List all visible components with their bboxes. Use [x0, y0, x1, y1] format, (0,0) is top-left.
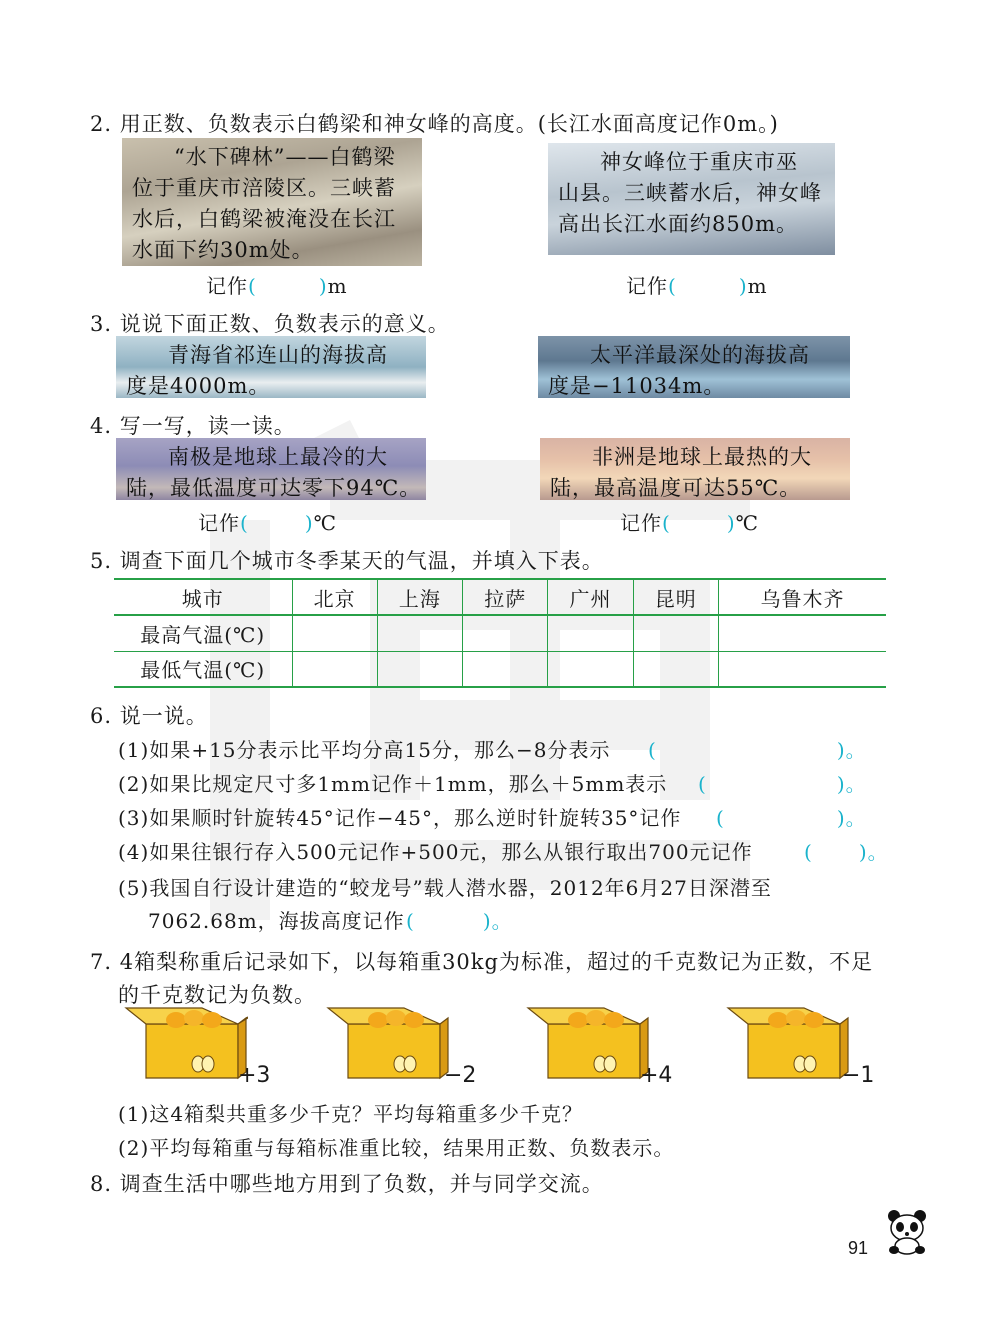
q6-item-5-line2 — [148, 905, 405, 934]
close-paren: )。 — [858, 840, 889, 864]
box-weight-3: +4 — [640, 1063, 673, 1088]
card-line: 神女峰位于重庆市巫 — [600, 150, 798, 174]
q6-item-2 — [118, 768, 667, 797]
table-header-cell: 上海 — [377, 579, 462, 615]
card-line: 水后，白鹤梁被淹没在长江 — [132, 207, 396, 231]
close-paren: )。 — [836, 806, 867, 830]
temperature-table — [114, 578, 886, 688]
item-text: 7062.68m，海拔高度记作 — [148, 909, 405, 933]
item-text: (4)如果往银行存入500元记作+500元，那么从银行取出700元记作 — [118, 840, 753, 864]
answer-blank-baiheliang[interactable] — [206, 270, 348, 299]
answer-blank-africa[interactable] — [620, 507, 759, 536]
question-6-title: 6. 说一说。 — [90, 704, 208, 728]
table-cell[interactable] — [377, 615, 462, 651]
close-paren: )。 — [836, 738, 867, 762]
card-line: 度是4000m。 — [126, 374, 271, 398]
unit: m — [327, 274, 348, 298]
table-row — [114, 651, 886, 687]
open-paren: ( — [248, 274, 257, 298]
card-line: 山县。三峡蓄水后，神女峰 — [558, 181, 822, 205]
item-text: (2)如果比规定尺寸多1mm记作＋1mm，那么＋5mm表示 — [118, 772, 668, 796]
box-weight-2: −2 — [444, 1063, 477, 1088]
card-antarctica — [116, 438, 426, 500]
open-paren: ( — [648, 738, 657, 762]
card-africa — [540, 438, 850, 500]
q7-sub-1: (1)这4箱梨共重多少千克？平均每箱重多少千克？ — [118, 1102, 584, 1126]
question-7-title-line1: 7. 4箱梨称重后记录如下，以每箱重30kg为标准，超过的千克数记为正数，不足 — [90, 950, 873, 974]
card-shennvfeng — [548, 143, 835, 255]
q6-answer-4[interactable] — [804, 836, 889, 865]
table-cell[interactable] — [292, 651, 377, 687]
question-5-title: 5. 调查下面几个城市冬季某天的气温，并填入下表。 — [90, 549, 604, 573]
card-pacific — [538, 336, 850, 398]
question-2-title: 2. 用正数、负数表示白鹤梁和神女峰的高度。(长江水面高度记作0m。) — [90, 112, 779, 136]
open-paren: ( — [698, 772, 707, 796]
close-paren: ) — [318, 274, 328, 298]
close-paren: )。 — [836, 772, 867, 796]
q6-item-5 — [118, 872, 772, 901]
box-weight-4: −1 — [842, 1063, 875, 1088]
card-line: 非洲是地球上最热的大 — [592, 445, 812, 469]
card-line: 位于重庆市涪陵区。三峡蓄 — [132, 176, 396, 200]
question-3-title: 3. 说说下面正数、负数表示的意义。 — [90, 312, 450, 336]
pear-box-icon — [320, 1000, 450, 1080]
open-paren: ( — [662, 511, 671, 535]
panda-icon — [882, 1206, 932, 1256]
fill-label: 记作 — [626, 274, 668, 298]
close-paren: )。 — [482, 909, 513, 933]
pear-box-icon — [118, 1000, 248, 1080]
answer-blank-shennvfeng[interactable] — [626, 270, 768, 299]
card-line: 陆，最低温度可达零下94℃。 — [126, 476, 422, 500]
close-paren: ) — [304, 511, 314, 535]
unit: m — [747, 274, 768, 298]
close-paren: ) — [738, 274, 748, 298]
question-8-title: 8. 调查生活中哪些地方用到了负数，并与同学交流。 — [90, 1172, 604, 1196]
page-number: 91 — [848, 1238, 869, 1258]
table-cell[interactable] — [548, 615, 633, 651]
open-paren: ( — [668, 274, 677, 298]
card-line: 青海省祁连山的海拔高 — [168, 343, 388, 367]
table-cell[interactable] — [292, 615, 377, 651]
card-qilianshan — [116, 336, 426, 398]
q7-sub-2: (2)平均每箱重与每箱标准重比较，结果用正数、负数表示。 — [118, 1136, 675, 1160]
open-paren: ( — [240, 511, 249, 535]
unit: ℃ — [735, 511, 759, 535]
row-label: 最高气温(℃) — [114, 615, 292, 651]
q6-answer-1[interactable] — [648, 734, 867, 763]
q6-answer-5[interactable] — [406, 905, 513, 934]
card-line: 度是−11034m。 — [548, 374, 726, 398]
item-text: (3)如果顺时针旋转45°记作−45°，那么逆时针旋转35°记作 — [118, 806, 682, 830]
unit: ℃ — [313, 511, 337, 535]
table-cell[interactable] — [377, 651, 462, 687]
table-cell[interactable] — [463, 615, 548, 651]
card-line: 高出长江水面约850m。 — [558, 212, 798, 236]
card-line: 南极是地球上最冷的大 — [168, 445, 388, 469]
q6-answer-3[interactable] — [716, 802, 867, 831]
table-cell[interactable] — [633, 615, 718, 651]
open-paren: ( — [804, 840, 813, 864]
card-line: 陆，最高温度可达55℃。 — [550, 476, 802, 500]
card-line: “水下碑林”——白鹤梁 — [174, 145, 396, 169]
q6-item-1 — [118, 734, 610, 763]
table-header-cell: 乌鲁木齐 — [718, 579, 886, 615]
table-row — [114, 615, 886, 651]
row-label: 最低气温(℃) — [114, 651, 292, 687]
table-cell[interactable] — [463, 651, 548, 687]
item-text: (5)我国自行设计建造的“蛟龙号”载人潜水器，2012年6月27日深潜至 — [118, 876, 772, 900]
pear-box-icon — [720, 1000, 850, 1080]
table-header-cell: 昆明 — [633, 579, 718, 615]
fill-label: 记作 — [198, 511, 240, 535]
table-header-row — [114, 579, 886, 615]
open-paren: ( — [406, 909, 415, 933]
table-header-cell: 广州 — [548, 579, 633, 615]
table-cell[interactable] — [633, 651, 718, 687]
fill-label: 记作 — [620, 511, 662, 535]
q6-item-3 — [118, 802, 681, 831]
question-4-title: 4. 写一写，读一读。 — [90, 414, 296, 438]
item-text: (1)如果+15分表示比平均分高15分，那么−8分表示 — [118, 738, 611, 762]
q6-item-4 — [118, 836, 753, 865]
pear-box-icon — [520, 1000, 650, 1080]
card-line: 水面下约30m处。 — [132, 238, 314, 262]
table-header-cell: 拉萨 — [463, 579, 548, 615]
table-header-cell: 北京 — [292, 579, 377, 615]
table-cell[interactable] — [548, 651, 633, 687]
q6-answer-2[interactable] — [698, 768, 867, 797]
table-cell[interactable] — [718, 615, 886, 651]
fill-label: 记作 — [206, 274, 248, 298]
question-7-title-line2: 的千克数记为负数。 — [118, 983, 316, 1007]
table-cell[interactable] — [718, 651, 886, 687]
answer-blank-antarctica[interactable] — [198, 507, 337, 536]
close-paren: ) — [726, 511, 736, 535]
open-paren: ( — [716, 806, 725, 830]
card-line: 太平洋最深处的海拔高 — [590, 343, 810, 367]
box-weight-1: +3 — [238, 1063, 271, 1088]
card-baiheliang — [122, 138, 422, 266]
table-header-cell: 城市 — [114, 579, 292, 615]
